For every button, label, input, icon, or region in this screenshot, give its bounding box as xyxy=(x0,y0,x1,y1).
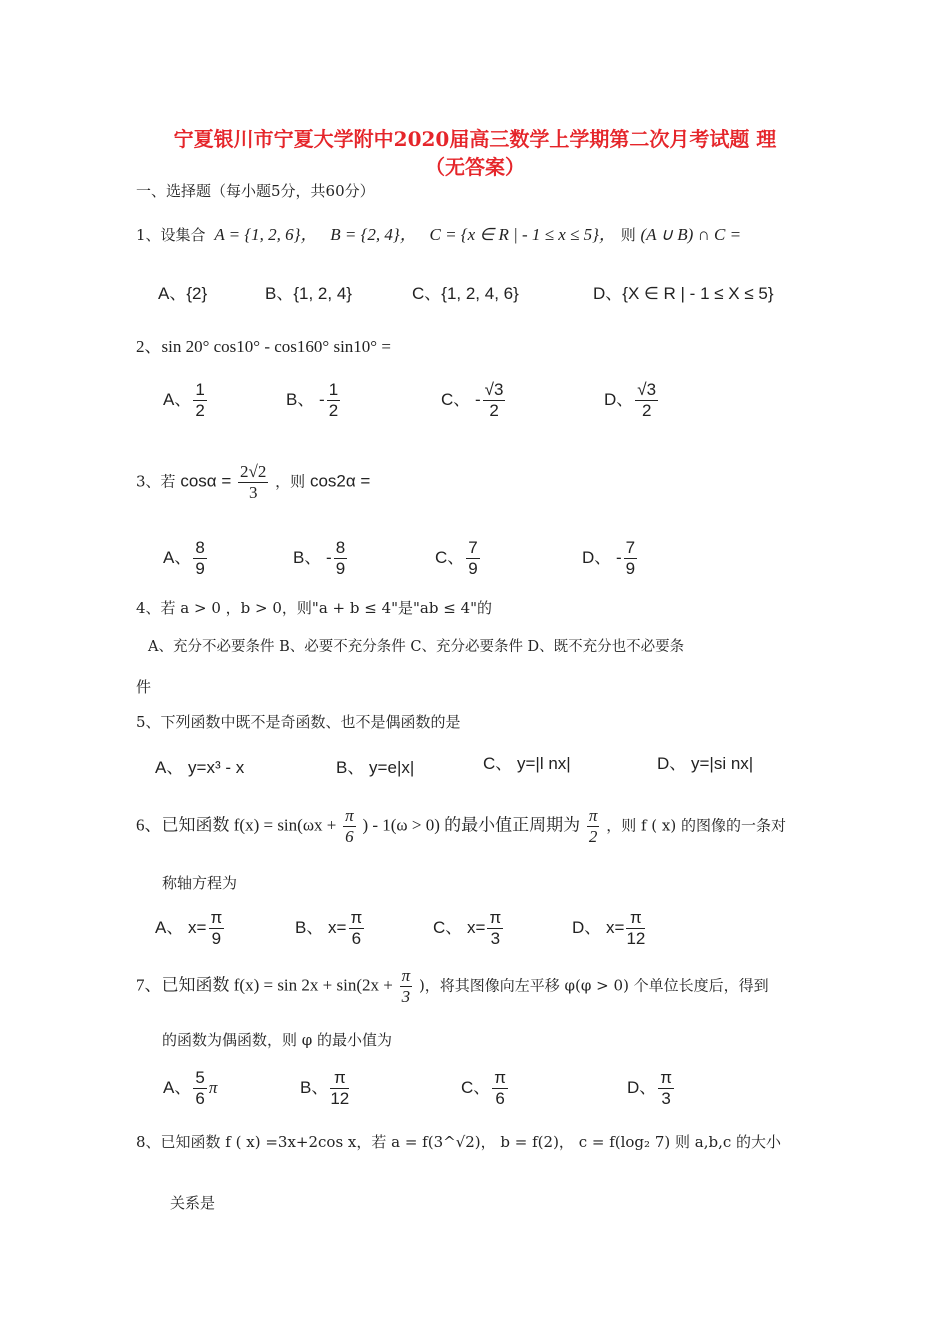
q6-period-den: 2 xyxy=(588,827,598,846)
q3-lhs: cosα = xyxy=(180,471,232,491)
question-1 xyxy=(136,220,741,245)
q7-option-c-den: 6 xyxy=(495,1089,505,1108)
q2-option-c-den: 2 xyxy=(489,401,499,420)
q6-option-d-label: D、 x= xyxy=(572,917,625,937)
q2-option-b-den: 2 xyxy=(328,401,339,420)
question-6 xyxy=(136,806,786,847)
q2-option-d-label: D、 xyxy=(604,389,634,409)
q2-option-d-den: 2 xyxy=(641,401,652,420)
q7-option-d-label: D、 xyxy=(627,1077,657,1097)
q3-option-a-label: A、 xyxy=(163,547,192,567)
question-2: 2、sin 20° cos10° - cos160° sin10° = xyxy=(136,337,391,356)
q8-line2: 关系是 xyxy=(170,1194,216,1212)
q7-option-a-den: 6 xyxy=(195,1089,205,1108)
q3-option-b-den: 9 xyxy=(335,559,346,578)
q2-option-c-label: C、 - xyxy=(441,389,481,409)
q6-option-c-num: π xyxy=(489,908,502,927)
q2-option-b-label: B、 - xyxy=(286,389,325,409)
q7-phase-den: 3 xyxy=(401,987,411,1006)
q5-option-c: C、 y=|l nx| xyxy=(483,754,571,773)
q6-option-d xyxy=(572,908,647,949)
q7-phase-num: π xyxy=(401,966,411,985)
q7-option-a-num: 5 xyxy=(195,1068,205,1087)
q1-set-c: C = {x ∈ R | - 1 ≤ x ≤ 5}， xyxy=(429,225,616,244)
q3-rhs: cos2α = xyxy=(309,471,371,491)
q3-option-b-num: 8 xyxy=(335,538,346,557)
q7-stem-b: )，将其图像向左平移 φ(φ > 0) 个单位长度后，得到 xyxy=(418,976,769,995)
q3-option-c-label: C、 xyxy=(435,547,465,567)
q7-option-b xyxy=(300,1068,351,1109)
q2-option-d-num: √3 xyxy=(637,380,657,399)
q7-option-b-num: π xyxy=(330,1068,349,1089)
q6-option-b-den: 6 xyxy=(351,929,362,948)
q6-option-a-label: A、 x= xyxy=(155,917,207,937)
q5-option-d: D、 y=|si nx| xyxy=(657,754,754,773)
q6-option-b xyxy=(295,908,366,949)
q3-option-d-label: D、 - xyxy=(582,547,622,567)
q7-line2: 的函数为偶函数，则 φ 的最小值为 xyxy=(162,1031,393,1049)
q7-option-d xyxy=(627,1068,676,1109)
q6-option-d-num: π xyxy=(626,908,645,929)
q6-line2: 称轴方程为 xyxy=(162,874,238,892)
q2-option-c-num: √3 xyxy=(484,380,504,399)
q5-option-a: A、 y=x³ - x xyxy=(155,758,245,777)
q5-option-b: B、 y=e|x| xyxy=(336,758,415,777)
q6-option-b-num: π xyxy=(350,908,363,927)
q6-option-a xyxy=(155,908,226,949)
q2-option-a-num: 1 xyxy=(195,380,205,399)
q3-option-c-num: 7 xyxy=(468,538,478,557)
q6-phase-den: 6 xyxy=(345,827,354,846)
q7-option-d-den: 3 xyxy=(661,1089,671,1108)
q6-option-a-den: 9 xyxy=(211,929,222,948)
q1-option-d: D、{X ∈ R | - 1 ≤ X ≤ 5} xyxy=(593,284,774,303)
question-3 xyxy=(136,462,370,503)
q4-options-wrap: 件 xyxy=(136,678,152,696)
q6-option-c-den: 3 xyxy=(490,929,501,948)
q1-then: 则 xyxy=(620,226,636,244)
question-7 xyxy=(136,966,769,1007)
q7-option-b-label: B、 xyxy=(300,1077,329,1097)
q1-option-b: B、{1, 2, 4} xyxy=(265,284,352,303)
question-5: 5、下列函数中既不是奇函数、也不是偶函数的是 xyxy=(136,713,461,731)
q1-stem: 1、设集合 xyxy=(136,226,206,244)
q6-period-num: π xyxy=(588,806,598,825)
q3-stem: 3、若 xyxy=(136,472,176,491)
q1-expression: (A ∪ B) ∩ C = xyxy=(640,225,742,244)
q3-option-c xyxy=(435,538,482,579)
q2-option-a-label: A、 xyxy=(163,389,192,409)
q2-option-b-num: 1 xyxy=(328,380,339,399)
q6-stem-c: ，则 f ( x) 的图像的一条对 xyxy=(606,816,787,835)
q2-option-d xyxy=(604,380,660,421)
q2-option-a-den: 2 xyxy=(195,401,205,420)
q3-then: ，则 xyxy=(275,472,306,491)
page-title-suffix: （无答案） xyxy=(425,155,525,179)
q7-stem-a: 7、已知函数 f(x) = sin 2x + sin(2x + xyxy=(136,975,393,995)
q1-option-a: A、{2} xyxy=(158,284,208,303)
q6-option-d-den: 12 xyxy=(626,929,646,948)
q7-option-c xyxy=(461,1068,510,1109)
q2-option-b xyxy=(286,380,342,421)
q3-option-b xyxy=(293,538,349,579)
q3-option-d-num: 7 xyxy=(625,538,636,557)
q7-option-a xyxy=(163,1068,217,1109)
q7-option-c-label: C、 xyxy=(461,1077,491,1097)
q4-options: A、充分不必要条件 B、必要不充分条件 C、充分必要条件 D、既不充分也不必要条 xyxy=(148,639,685,655)
q7-option-d-num: π xyxy=(660,1068,673,1087)
question-4: 4、若 a > 0 ，b > 0，则"a + b ≤ 4"是"ab ≤ 4"的 xyxy=(136,599,493,617)
q3-option-d xyxy=(582,538,639,579)
q3-option-a-den: 9 xyxy=(195,559,205,578)
q3-value-den: 3 xyxy=(248,483,258,502)
q3-option-d-den: 9 xyxy=(625,559,636,578)
q1-option-c: C、{1, 2, 4, 6} xyxy=(412,284,519,303)
q6-option-c xyxy=(433,908,505,949)
q1-set-a: A = {1, 2, 6}， xyxy=(214,225,318,244)
section-heading: 一、选择题（每小题5分，共60分） xyxy=(136,182,375,200)
q6-stem-a: 6、已知函数 f(x) = sin(ωx + xyxy=(136,815,337,835)
q7-option-b-den: 12 xyxy=(330,1089,350,1108)
q1-set-b: B = {2, 4}， xyxy=(330,225,417,244)
q3-option-a xyxy=(163,538,209,579)
q6-stem-b: ) - 1(ω > 0) 的最小值正周期为 xyxy=(362,815,581,835)
q7-option-c-num: π xyxy=(494,1068,507,1087)
q6-option-b-label: B、 x= xyxy=(295,917,347,937)
q3-value-num: 2√2 xyxy=(240,462,267,481)
question-8: 8、已知函数 f ( x) =3x+2cos x，若 a = f(3^√2)， b = f(2)， c = f(log₂ 7) 则 a,b,c 的大小 xyxy=(136,1133,782,1151)
q7-option-a-pi: π xyxy=(208,1077,218,1097)
q2-option-a xyxy=(163,380,209,421)
q6-phase-num: π xyxy=(345,806,354,825)
q3-option-b-label: B、 - xyxy=(293,547,332,567)
page-title: 宁夏银川市宁夏大学附中2020届高三数学上学期第二次月考试题 理 xyxy=(173,127,777,151)
q3-option-c-den: 9 xyxy=(468,559,478,578)
q3-option-a-num: 8 xyxy=(195,538,205,557)
q6-option-a-num: π xyxy=(210,908,223,927)
q7-option-a-label: A、 xyxy=(163,1077,192,1097)
q6-option-c-label: C、 x= xyxy=(433,917,486,937)
q2-option-c xyxy=(441,380,507,421)
